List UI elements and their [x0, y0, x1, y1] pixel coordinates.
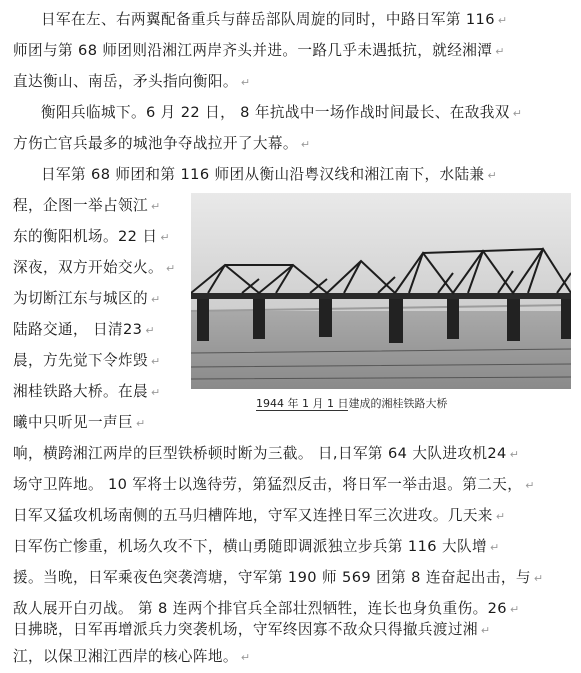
text-line: 日军在左、右两翼配备重兵与薛岳部队周旋的同时，中路日军第 116 ↵ [41, 11, 508, 28]
paragraph-mark-icon: ↵ [495, 45, 505, 58]
bridge-photo [191, 193, 571, 389]
text-line: 东的衡阳机场。22 日 ↵ [13, 228, 170, 245]
text-line: 湘桂铁路大桥。在晨 ↵ [13, 383, 161, 400]
paragraph-mark-icon: ↵ [150, 386, 161, 399]
text-line: 敌人展开白刃战。 第 8 连两个排官兵全部壮烈牺牲，连长也身负重伤。26 ↵ [13, 600, 520, 617]
text-line: 日拂晓，日军再增派兵力突袭机场，守军终因寡不敌众只得撤兵渡过湘 ↵ [13, 621, 491, 638]
text-line: 为切断江东与城区的 ↵ [13, 290, 161, 307]
paragraph-mark-icon: ↵ [150, 293, 161, 306]
text-line: 衡阳兵临城下。6 月 22 日， 8 年抗战中一场作战时间最长、在敌我双 ↵ [41, 104, 523, 121]
text-line: 程，企图一举占领江 ↵ [13, 197, 161, 214]
text-line: 师团与第 68 师团则沿湘江两岸齐头并进。一路几乎未遇抵抗，就经湘潭 ↵ [13, 42, 505, 59]
text-line: 深夜，双方开始交火。 ↵ [13, 259, 176, 276]
text-line: 直达衡山、南岳，矛头指向衡阳。 ↵ [13, 73, 251, 90]
paragraph-mark-icon: ↵ [509, 448, 520, 461]
paragraph-mark-icon: ↵ [150, 200, 161, 213]
paragraph-mark-icon: ↵ [495, 510, 506, 523]
text-line: 日军伤亡惨重，机场久攻不下，横山勇随即调派独立步兵第 116 大队增 ↵ [13, 538, 500, 555]
caption-text: 建成的湘桂铁路大桥 [348, 397, 448, 410]
paragraph-mark-icon: ↵ [480, 624, 491, 637]
paragraph-mark-icon: ↵ [165, 262, 176, 275]
paragraph-mark-icon: ↵ [150, 355, 161, 368]
text-line: 响，横跨湘江两岸的巨型铁桥顿时断为三截。 日,日军第 64 大队进攻机24 ↵ [13, 445, 520, 462]
text-line: 晨，方先觉下令炸毁 ↵ [13, 352, 161, 369]
text-line: 曦中只听见一声巨 ↵ [13, 414, 146, 431]
paragraph-mark-icon: ↵ [497, 14, 508, 27]
paragraph-mark-icon: ↵ [135, 417, 146, 430]
text-line: 场守卫阵地。 10 军将士以逸待劳，第猛烈反击，将日军一举击退。第二天， ↵ [13, 476, 535, 493]
text-line: 日军第 68 师团和第 116 师团从衡山沿粤汉线和湘江南下，水陆兼 ↵ [41, 166, 498, 183]
text-line: 日军又猛攻机场南侧的五马归槽阵地，守军又连挫日军三次进攻。几天来 ↵ [13, 507, 506, 524]
paragraph-mark-icon: ↵ [240, 76, 251, 89]
paragraph-mark-icon: ↵ [160, 231, 170, 244]
figure-caption [256, 394, 447, 414]
paragraph-mark-icon: ↵ [300, 138, 311, 151]
paragraph-mark-icon: ↵ [145, 324, 155, 337]
text-line: 江，以保卫湘江西岸的核心阵地。 ↵ [13, 648, 251, 665]
caption-date: 1944 年 1 月 1 日 [256, 397, 349, 410]
paragraph-mark-icon: ↵ [487, 169, 498, 182]
paragraph-mark-icon: ↵ [510, 603, 520, 616]
paragraph-mark-icon: ↵ [525, 479, 535, 492]
text-line: 援。当晚，日军乘夜色突袭湾塘，守军第 190 师 569 团第 8 连奋起出击，与 ↵ [13, 569, 544, 586]
text-line: 陆路交通， 日清23 ↵ [13, 321, 155, 338]
paragraph-mark-icon: ↵ [533, 572, 544, 585]
paragraph-mark-icon: ↵ [512, 107, 523, 120]
paragraph-mark-icon: ↵ [240, 651, 251, 664]
paragraph-mark-icon: ↵ [489, 541, 500, 554]
text-line: 方伤亡官兵最多的城池争夺战拉开了大幕。 ↵ [13, 135, 311, 152]
